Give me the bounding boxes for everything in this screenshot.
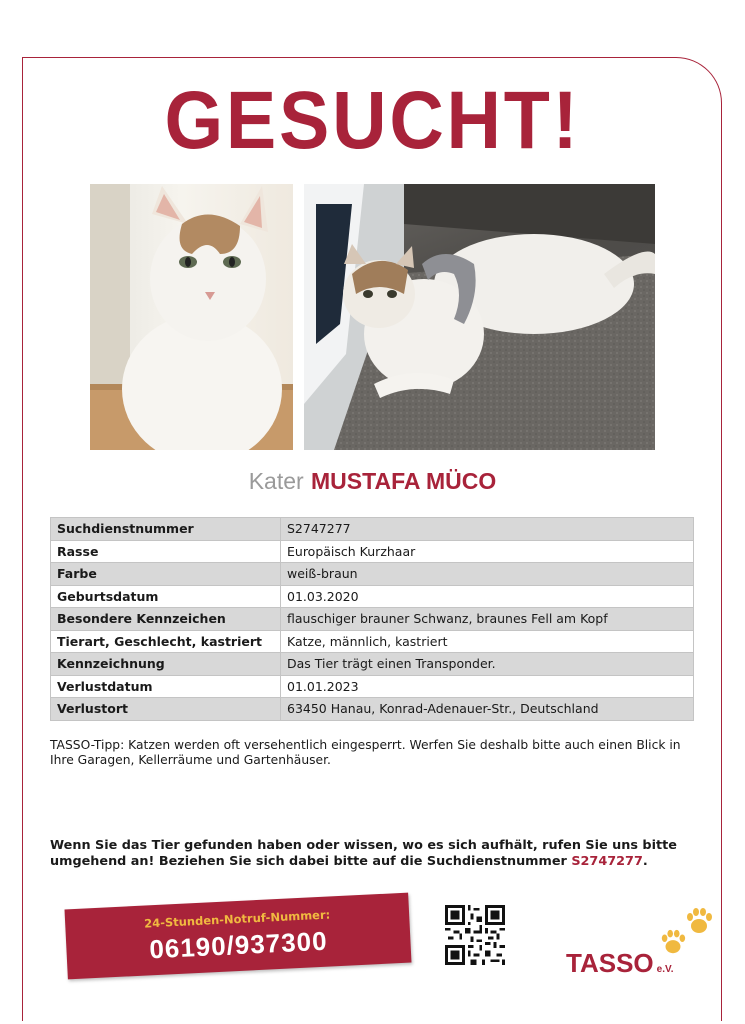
details-label: Kennzeichnung	[51, 653, 281, 676]
logo-name: TASSO	[566, 948, 654, 978]
callout-number: S2747277	[571, 854, 643, 869]
details-value: Das Tier trägt einen Transponder.	[281, 653, 694, 676]
paw-icon	[684, 906, 714, 936]
details-label: Geburtsdatum	[51, 585, 281, 608]
details-value: 01.01.2023	[281, 675, 694, 698]
tasso-tip: TASSO-Tipp: Katzen werden oft versehentlich eingesperrt. Werfen Sie deshalb bitte auch einen Blick in Ihre Garagen, Kellerräume und Gartenhäuser.	[50, 738, 681, 767]
details-value: 01.03.2020	[281, 585, 694, 608]
animal-heading	[0, 468, 745, 495]
tasso-logo	[566, 948, 674, 979]
details-value: S2747277	[281, 518, 694, 541]
details-label: Verlustdatum	[51, 675, 281, 698]
animal-kind: Kater	[248, 468, 304, 494]
hotline-number[interactable]: 06190/937300	[148, 925, 329, 965]
details-label: Besondere Kennzeichen	[51, 608, 281, 631]
details-label: Tierart, Geschlecht, kastriert	[51, 630, 281, 653]
logo-suffix: e.V.	[656, 964, 674, 975]
details-label: Farbe	[51, 563, 281, 586]
details-row	[51, 630, 694, 653]
details-value: flauschiger brauner Schwanz, braunes Fell am Kopf	[281, 608, 694, 631]
cat-portrait-photo	[90, 184, 293, 450]
qr-code[interactable]	[445, 905, 505, 965]
details-table	[50, 517, 694, 721]
poster-title: GESUCHT!	[164, 75, 581, 166]
details-label: Suchdienstnummer	[51, 518, 281, 541]
details-row	[51, 585, 694, 608]
details-value: Katze, männlich, kastriert	[281, 630, 694, 653]
details-value: 63450 Hanau, Konrad-Adenauer-Str., Deutschland	[281, 698, 694, 721]
contact-callout	[50, 838, 700, 870]
details-label: Rasse	[51, 540, 281, 563]
hotline-label: 24-Stunden-Notruf-Nummer:	[143, 907, 331, 931]
details-row	[51, 675, 694, 698]
details-row	[51, 608, 694, 631]
details-row	[51, 540, 694, 563]
details-label: Verlustort	[51, 698, 281, 721]
details-value: weiß-braun	[281, 563, 694, 586]
details-row	[51, 563, 694, 586]
details-row	[51, 698, 694, 721]
details-row	[51, 518, 694, 541]
callout-end: .	[642, 854, 648, 869]
callout-text: Wenn Sie das Tier gefunden haben oder wissen, wo es sich aufhält, rufen Sie uns bitte umgehend an! Beziehen Sie sich dabei bitte auf die Suchdienstnummer	[50, 838, 677, 869]
animal-name: MUSTAFA MÜCO	[311, 468, 497, 494]
details-value: Europäisch Kurzhaar	[281, 540, 694, 563]
cat-lying-photo	[304, 184, 655, 450]
details-row	[51, 653, 694, 676]
